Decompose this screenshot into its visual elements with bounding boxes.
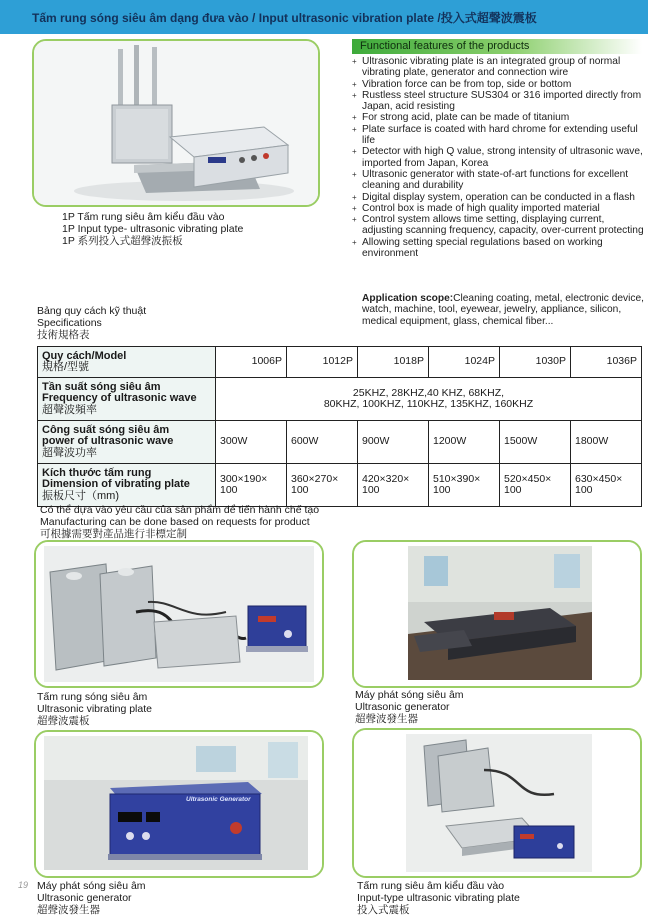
frequency-values-line1: 25KHZ, 28KHZ,40 KHZ, 68KHZ, — [352, 386, 505, 399]
power-label-vi: Công suất sóng siêu âm — [42, 423, 170, 436]
feature-item: + Digital display system, operation can be conducted in a flash — [352, 192, 644, 203]
frequency-label-en: Frequency of ultrasonic wave — [42, 392, 197, 405]
power-label-cell — [38, 421, 216, 464]
features-title: Functional features of the products — [360, 40, 530, 52]
hero-caption-cn: 1P 系列投入式超聲波振板 — [62, 235, 183, 247]
hero-caption-en: 1P Input type- ultrasonic vibrating plate — [62, 223, 244, 235]
dimension-line: 100 — [504, 484, 522, 496]
dimension-line: 100 — [433, 484, 451, 496]
feature-item: + Vibration force can be from top, side or bottom — [352, 79, 644, 90]
application-scope-label: Application scope: — [362, 293, 454, 304]
dimension-line: 360×270× — [291, 472, 339, 485]
features-list — [352, 56, 644, 259]
vibrating-plate-photo — [36, 542, 322, 686]
power-label-en: power of ultrasonic wave — [42, 435, 174, 448]
feature-item: + Control system allows time setting, displaying current, adjusting scanning frequency, capacity, over-current protecting — [352, 214, 644, 237]
custom-note-cn: 可根據需要對產品進行非標定制 — [40, 528, 187, 540]
model-cell: 1036P — [571, 347, 642, 378]
gallery-caption-3-cn: 超聲波發生器 — [37, 904, 100, 916]
dimension-line: 100 — [575, 484, 593, 496]
model-cell: 1012P — [287, 347, 358, 378]
gallery-frame-input-plate — [352, 728, 642, 878]
dimension-line: 100 — [362, 484, 380, 496]
spec-heading-cn: 技術規格表 — [37, 329, 90, 341]
hero-photo-frame — [32, 39, 320, 207]
model-label-vi: Quy cách/Model — [42, 349, 127, 362]
dimension-label-vi: Kích thước tấm rung — [42, 466, 152, 479]
model-cell: 1006P — [216, 347, 287, 378]
gallery-frame-generator — [34, 730, 324, 878]
model-cell: 1018P — [358, 347, 429, 378]
dimension-cell — [287, 464, 358, 507]
dimension-line: 520×450× — [504, 472, 552, 485]
gallery-caption-1-en: Ultrasonic vibrating plate — [37, 703, 152, 715]
feature-item: + Ultrasonic generator with state-of-art functions for excellent cleaning and durability — [352, 169, 644, 192]
model-label-cell — [38, 347, 216, 378]
feature-item: + Ultrasonic vibrating plate is an integrated group of normal vibrating plate, generator and connection wire — [352, 56, 644, 79]
power-cell: 900W — [358, 421, 429, 464]
spec-heading-en: Specifications — [37, 317, 102, 329]
generator-front-label: Ultrasonic Generator — [186, 796, 251, 803]
feature-item: + Control box is made of high quality imported material — [352, 203, 644, 214]
dimension-label-cell — [38, 464, 216, 507]
gallery-caption-1-vi: Tấm rung sóng siêu âm — [37, 691, 148, 703]
model-cell: 1030P — [500, 347, 571, 378]
table-row-frequency — [38, 378, 642, 421]
power-cell: 600W — [287, 421, 358, 464]
power-cell: 1200W — [429, 421, 500, 464]
feature-item: + Rustless steel structure SUS304 or 316 imported directly from Japan, acid resisting — [352, 90, 644, 113]
model-cell: 1024P — [429, 347, 500, 378]
frequency-values-line2: 80KHZ, 100KHZ, 110KHZ, 135KHZ, 160KHZ — [323, 398, 534, 410]
feature-item: + Plate surface is coated with hard chrome for extending useful life — [352, 124, 644, 147]
gallery-frame-plates — [34, 540, 324, 688]
power-cell: 1800W — [571, 421, 642, 464]
gallery-caption-2-cn: 超聲波發生器 — [355, 713, 418, 725]
table-row-power — [38, 421, 642, 464]
dimension-line: 100 — [220, 484, 238, 496]
dimension-line: 300×190× — [220, 472, 268, 485]
table-row-model — [38, 347, 642, 378]
gallery-caption-3-en: Ultrasonic generator — [37, 892, 132, 904]
page-title: Tấm rung sóng siêu âm dạng đưa vào / Input ultrasonic vibration plate /投入式超聲波震板 — [32, 11, 537, 25]
dimension-cell — [216, 464, 287, 507]
dimension-label-en: Dimension of vibrating plate — [42, 478, 190, 491]
frequency-values-cell — [216, 378, 642, 421]
frequency-label-cn: 超聲波頻率 — [42, 403, 97, 416]
gallery-caption-1-cn: 超聲波震板 — [37, 715, 90, 727]
dimension-cell — [571, 464, 642, 507]
spec-heading-vi: Bảng quy cách kỹ thuật — [37, 305, 147, 317]
gallery-caption-4-cn: 投入式震板 — [357, 904, 410, 916]
page-number: 19 — [18, 880, 29, 890]
hero-caption-vi: 1P Tấm rung siêu âm kiểu đầu vào — [62, 211, 225, 223]
gallery-caption-4-vi: Tấm rung siêu âm kiểu đầu vào — [357, 880, 505, 892]
application-scope — [362, 293, 644, 327]
dimension-label-cn: 振板尺寸（mm) — [42, 489, 119, 502]
dimension-cell — [358, 464, 429, 507]
spec-table — [37, 346, 642, 507]
power-label-cn: 超聲波功率 — [42, 446, 97, 459]
model-label-cn: 規格/型號 — [42, 361, 90, 373]
hero-product-photo — [34, 41, 318, 205]
feature-item: + Allowing setting special regulations based on working environment — [352, 237, 644, 260]
gallery-frame-factory — [352, 540, 642, 688]
gallery-caption-2-en: Ultrasonic generator — [355, 701, 450, 713]
gallery-caption-4-en: Input-type ultrasonic vibrating plate — [357, 892, 520, 904]
gallery-caption-2-vi: Máy phát sóng siêu âm — [355, 689, 464, 701]
factory-generator-photo — [354, 542, 640, 686]
gallery-caption-3-vi: Máy phát sóng siêu âm — [37, 880, 146, 892]
dimension-line: 100 — [291, 484, 309, 496]
ultrasonic-generator-photo — [36, 732, 322, 876]
input-plate-photo — [354, 730, 640, 876]
frequency-label-vi: Tần suất sóng siêu âm — [42, 380, 161, 393]
dimension-line: 510×390× — [433, 472, 481, 485]
dimension-cell — [500, 464, 571, 507]
table-row-dimension — [38, 464, 642, 507]
frequency-label-cell — [38, 378, 216, 421]
feature-item: + Detector with high Q value, strong intensity of ultrasonic wave, imported from Japan, Korea — [352, 146, 644, 169]
dimension-line: 420×320× — [362, 472, 410, 485]
feature-item: + For strong acid, plate can be made of titanium — [352, 112, 644, 123]
power-cell: 300W — [216, 421, 287, 464]
custom-note-vi: Có thể dựa vào yêu cầu của sản phẩm để tiến hành chế tạo — [40, 504, 320, 516]
application-scope-text: Cleaning coating, metal, electronic device, watch, machine, tool, eyewear, jewelry, appliance, silicon, medical equipment, glass, chemical fiber... — [362, 293, 644, 327]
power-cell: 1500W — [500, 421, 571, 464]
dimension-line: 630×450× — [575, 472, 623, 485]
custom-note-en: Manufacturing can be done based on requests for product — [40, 516, 310, 528]
dimension-cell — [429, 464, 500, 507]
